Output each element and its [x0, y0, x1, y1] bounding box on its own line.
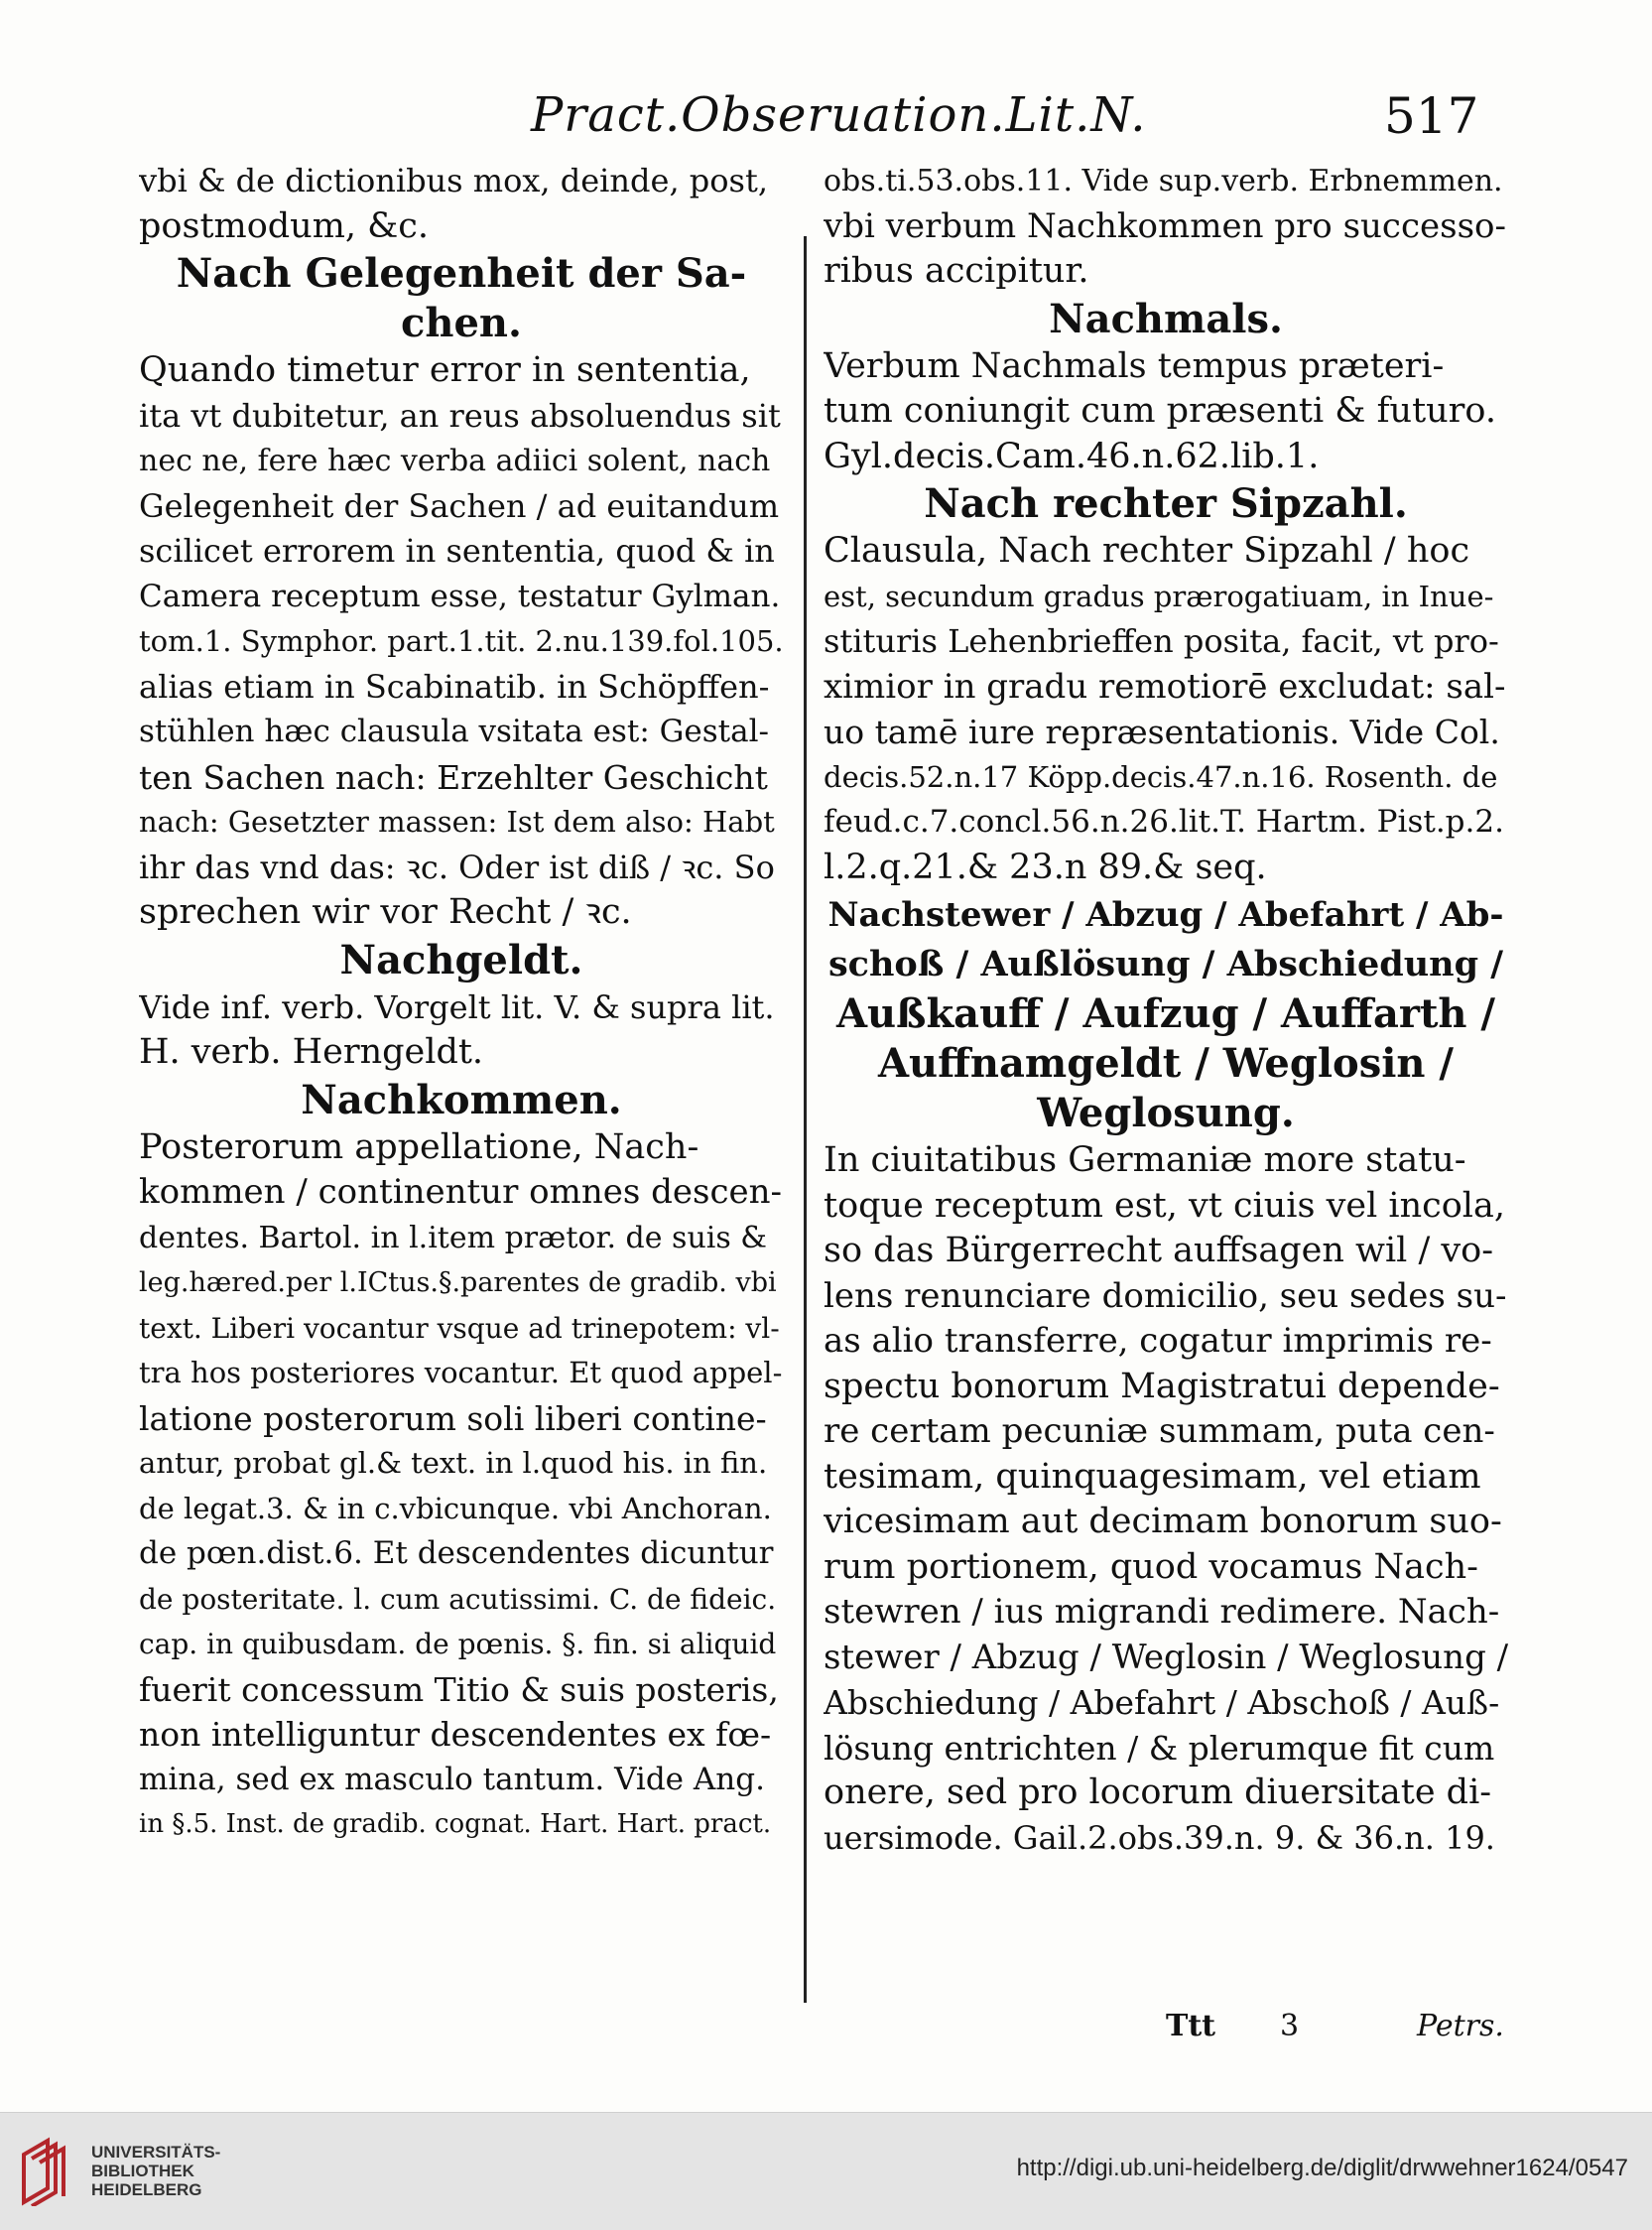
right-text-line: rum portionem, quod vocamus Nach- [824, 1546, 1478, 1587]
right-text-line: stewren / ius migrandi redimere. Nach- [824, 1592, 1500, 1632]
running-title: Pract.Obseruation.Lit.N. [531, 87, 1147, 143]
right-text-line: spectu bonorum Magistratui depende- [824, 1366, 1500, 1406]
left-text-line: postmodum, &c. [139, 205, 430, 246]
left-text-line: de legat.3. & in c.vbicunque. vbi Anchoran. [139, 1491, 772, 1525]
left-text-line: ten Sachen nach: Erzehlter Geschicht [139, 757, 768, 797]
right-text-line: stewer / Abzug / Weglosin / Weglosung / [824, 1637, 1508, 1677]
left-text-line: antur, probat gl.& text. in l.quod his. in fin. [139, 1446, 768, 1480]
right-text-line: re certam pecuniæ summam, puta cen- [824, 1411, 1495, 1451]
right-text-line: obs.ti.53.obs.11. Vide sup.verb. Erbnemmen. [824, 164, 1503, 198]
left-text-line: tom.1. Symphor. part.1.tit. 2.nu.139.fol.105. [139, 624, 784, 658]
page-header [0, 77, 1652, 157]
right-text-line: uersimode. Gail.2.obs.39.n. 9. & 36.n. 19. [824, 1818, 1495, 1857]
page-number: 517 [1384, 87, 1479, 145]
library-name-line: BIBLIOTHEK [91, 2162, 194, 2180]
library-name-line: HEIDELBERG [91, 2180, 202, 2199]
column-rule [804, 236, 807, 2003]
right-text-line: Clausula, Nach rechter Sipzahl / hoc [824, 531, 1470, 571]
right-text-line: toque receptum est, vt ciuis vel incola, [824, 1185, 1505, 1226]
left-text-line: kommen / continentur omnes descen- [139, 1172, 782, 1212]
left-text-line: cap. in quibusdam. de pœnis. §. fin. si aliquid [139, 1628, 777, 1660]
left-column [139, 159, 784, 1995]
left-text-line: Camera receptum esse, testatur Gylman. [139, 578, 781, 614]
right-heading: Nach rechter Sipzahl. [924, 480, 1408, 527]
right-heading: Nachmals. [1049, 295, 1283, 342]
left-heading: Nachkommen. [301, 1076, 622, 1123]
right-text-line: lens renunciare domicilio, seu sedes su- [824, 1275, 1507, 1316]
left-text-line: Quando timetur error in sententia, [139, 350, 751, 390]
right-text-line: vbi verbum Nachkommen pro successo- [824, 205, 1506, 246]
right-text-line: so das Bürgerrecht auffsagen wil / vo- [824, 1231, 1494, 1270]
right-text-line: as alio transferre, cogatur imprimis re- [824, 1321, 1492, 1361]
left-text-line: Vide inf. verb. Vorgelt lit. V. & supra lit. [139, 987, 775, 1026]
right-heading: Nachstewer / Abzug / Abefahrt / Ab- [827, 895, 1504, 935]
left-text-line: Posterorum appellatione, Nach- [139, 1126, 699, 1167]
left-text-line: latione posterorum soli liberi contine- [139, 1398, 767, 1438]
right-text-line: stituris Lehenbrieffen posita, facit, vt pro- [824, 622, 1499, 660]
right-heading: Außkauff / Aufzug / Auffarth / [835, 990, 1496, 1037]
footer-bar [0, 2112, 1652, 2230]
signature-number: 3 [1280, 2009, 1300, 2043]
left-text-line: sprechen wir vor Recht / ꝛc. [139, 892, 632, 932]
library-logo-icon[interactable] [18, 2135, 79, 2206]
left-heading: chen. [401, 300, 522, 346]
right-text-line: l.2.q.21.& 23.n 89.& seq. [824, 847, 1267, 887]
right-heading: schoß / Außlösung / Abschiedung / [827, 944, 1504, 984]
catchword: Petrs. [1417, 2009, 1504, 2043]
right-text-line: est, secundum gradus prærogatiuam, in Inue- [824, 579, 1494, 613]
left-text-line: in §.5. Inst. de gradib. cognat. Hart. Hart. pract. [139, 1809, 772, 1839]
left-text-line: ihr das vnd das: ꝛc. Oder ist diß / ꝛc. So [139, 848, 775, 886]
right-text-line: feud.c.7.concl.56.n.26.lit.T. Hartm. Pist.p.2. [824, 804, 1504, 840]
library-name-line: UNIVERSITÄTS- [91, 2143, 221, 2162]
left-text-line: de pœn.dist.6. Et descendentes dicuntur [139, 1535, 774, 1571]
right-text-line: Verbum Nachmals tempus præteri- [824, 345, 1445, 386]
left-text-line: dentes. Bartol. in l.item prætor. de suis & [139, 1220, 768, 1255]
left-text-line: stühlen hæc clausula vsitata est: Gestal- [139, 714, 769, 749]
right-text-line: ximior in gradu remotiorē excludat: sal- [824, 666, 1506, 707]
left-text-line: vbi & de dictionibus mox, deinde, post, [139, 162, 768, 199]
right-text-line: onere, sed pro locorum diuersitate di- [824, 1772, 1492, 1812]
left-text-line: H. verb. Herngeldt. [139, 1032, 484, 1072]
right-text-line: decis.52.n.17 Köpp.decis.47.n.16. Rosenth. de [824, 759, 1498, 794]
right-text-line: uo tamē iure repræsentationis. Vide Col. [824, 713, 1500, 751]
left-text-line: mina, sed ex masculo tantum. Vide Ang. [139, 1761, 765, 1797]
left-text-line: tra hos posteriores vocantur. Et quod appel- [139, 1356, 783, 1389]
right-heading: Auffnamgeldt / Weglosin / [877, 1040, 1455, 1087]
right-heading: Weglosung. [1037, 1090, 1295, 1136]
right-column [824, 159, 1508, 1995]
right-text-line: In ciuitatibus Germaniæ more statu- [824, 1140, 1466, 1180]
left-text-line: scilicet errorem in sententia, quod & in [139, 532, 775, 570]
right-text-line: tesimam, quinquagesimam, vel etiam [824, 1456, 1481, 1497]
right-text-line: lösung entrichten / & plerumque fit cum [824, 1728, 1495, 1768]
right-text-line: ribus accipitur. [824, 251, 1089, 291]
right-text-line: Gyl.decis.Cam.46.n.62.lib.1. [824, 436, 1320, 476]
left-text-line: Gelegenheit der Sachen / ad euitandum [139, 486, 780, 525]
right-text-line: vicesimam aut decimam bonorum suo- [824, 1502, 1502, 1541]
left-text-line: nec ne, fere hæc verba adiici solent, nach [139, 444, 771, 478]
left-text-line: nach: Gesetzter massen: Ist dem also: Habt [139, 805, 775, 839]
left-text-line: text. Liberi vocantur vsque ad trinepotem: vl- [139, 1311, 780, 1345]
left-text-line: de posteritate. l. cum acutissimi. C. de fideic. [139, 1582, 777, 1616]
left-heading: Nachgeldt. [339, 936, 583, 984]
left-text-line: fuerit concessum Titio & suis posteris, [139, 1669, 779, 1709]
right-text-line: tum coniungit cum præsenti & futuro. [824, 391, 1496, 431]
left-heading: Nach Gelegenheit der Sa- [176, 250, 747, 297]
permalink-url[interactable]: http://digi.ub.uni-heidelberg.de/diglit/drwwehner1624/0547 [1016, 2155, 1628, 2181]
library-name [91, 2143, 220, 2199]
left-text-line: leg.hæred.per l.ICtus.§.parentes de gradib. vbi [139, 1267, 777, 1298]
left-text-line: non intelliguntur descendentes ex fœ- [139, 1715, 772, 1754]
right-text-line: Abschiedung / Abefahrt / Abschoß / Auß- [824, 1683, 1500, 1722]
signature-mark: Ttt [1166, 2009, 1216, 2043]
left-text-line: ita vt dubitetur, an reus absoluendus sit [139, 396, 781, 435]
left-text-line: alias etiam in Scabinatib. in Schöpffen- [139, 667, 770, 706]
